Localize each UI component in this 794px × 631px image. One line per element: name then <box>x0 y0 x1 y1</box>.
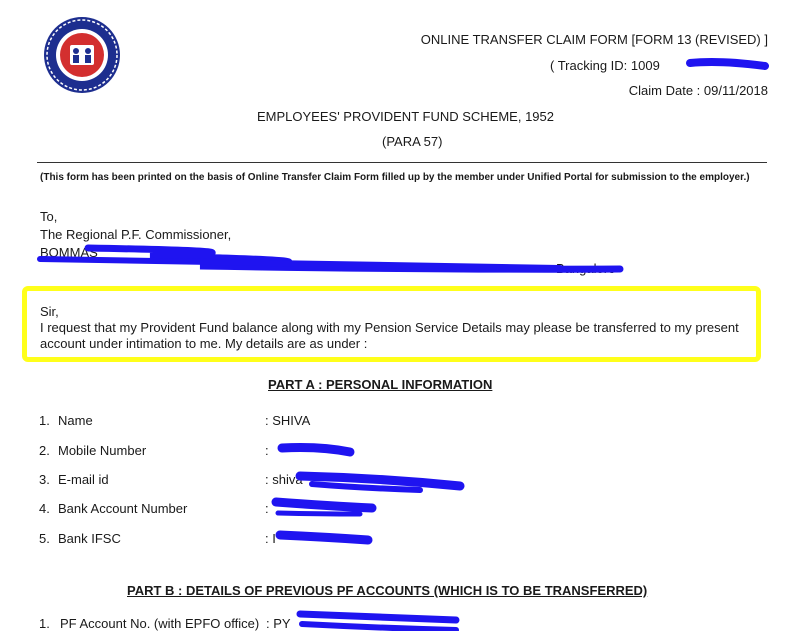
row-number: 1. <box>39 413 50 428</box>
address-to: To, <box>40 209 58 224</box>
row-label: PF Account No. (with EPFO office) <box>60 616 260 631</box>
row-value: : <box>265 501 269 516</box>
tracking-id: ( Tracking ID: 1009 <box>550 58 660 73</box>
row-value: : PY <box>266 616 291 631</box>
row-number: 5. <box>39 531 50 546</box>
row-value: : shiva <box>265 472 303 487</box>
row-value: : <box>265 443 269 458</box>
salutation: Sir, <box>40 304 59 319</box>
request-text: I request that my Provident Fund balance along with my Pension Service Details may please be transferred to my present account under intimation to me. My details are as under : <box>40 320 739 351</box>
row-number: 3. <box>39 472 50 487</box>
address-line1: BOMMAS <box>40 245 98 260</box>
form-title: ONLINE TRANSFER CLAIM FORM [FORM 13 (REVISED) ] <box>420 32 768 47</box>
row-label: Name <box>58 413 93 428</box>
row-number: 4. <box>39 501 50 516</box>
part-a-heading: PART A : PERSONAL INFORMATION <box>268 377 493 392</box>
row-value: : SHIVA <box>265 413 311 428</box>
print-notice: (This form has been printed on the basis of Online Transfer Claim Form filled up by the member under Unified Portal for submission to the employer.) <box>40 172 750 183</box>
row-label: Bank IFSC <box>58 531 121 546</box>
part-b-heading: PART B : DETAILS OF PREVIOUS PF ACCOUNTS (WHICH IS TO BE TRANSFERRED) <box>127 583 648 598</box>
address-recipient: The Regional P.F. Commissioner, <box>40 227 232 242</box>
row-value: : I <box>265 531 276 546</box>
row-label: Bank Account Number <box>58 501 188 516</box>
claim-date: Claim Date : 09/11/2018 <box>628 83 768 98</box>
row-label: Mobile Number <box>58 443 147 458</box>
scheme-title: EMPLOYEES' PROVIDENT FUND SCHEME, 1952 <box>257 109 554 124</box>
para-ref: (PARA 57) <box>382 134 443 149</box>
row-number: 1. <box>39 616 50 631</box>
row-label: E-mail id <box>58 472 109 487</box>
address-line2: Bangalore <box>556 261 616 276</box>
row-number: 2. <box>39 443 50 458</box>
